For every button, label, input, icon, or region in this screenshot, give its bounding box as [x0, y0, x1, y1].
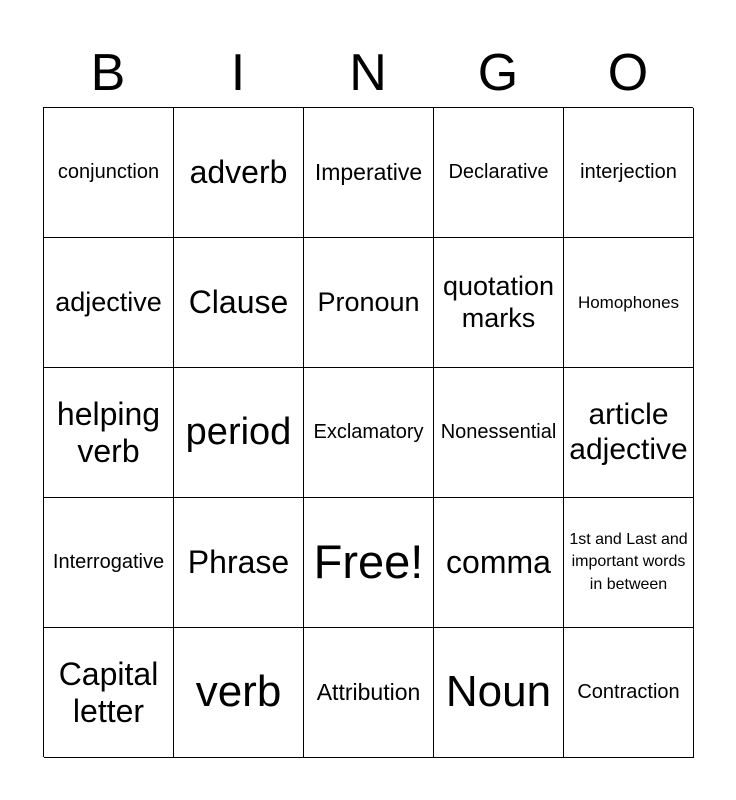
bingo-cell[interactable]: Imperative: [304, 108, 434, 238]
bingo-cell[interactable]: adverb: [174, 108, 304, 238]
bingo-cell[interactable]: helping verb: [44, 368, 174, 498]
bingo-cell[interactable]: Noun: [434, 628, 564, 758]
bingo-cell[interactable]: Clause: [174, 238, 304, 368]
bingo-cell[interactable]: Exclamatory: [304, 368, 434, 498]
bingo-cell[interactable]: adjective: [44, 238, 174, 368]
header-letter-o: O: [607, 44, 649, 102]
header-letter-n: N: [349, 44, 387, 102]
bingo-cell[interactable]: Pronoun: [304, 238, 434, 368]
bingo-board: [43, 107, 693, 757]
header-letter-g: G: [477, 44, 519, 102]
bingo-cell-free[interactable]: Free!: [304, 498, 434, 628]
bingo-cell[interactable]: conjunction: [44, 108, 174, 238]
bingo-cell[interactable]: period: [174, 368, 304, 498]
bingo-cell[interactable]: Contraction: [564, 628, 694, 758]
bingo-cell[interactable]: Declarative: [434, 108, 564, 238]
bingo-cell[interactable]: comma: [434, 498, 564, 628]
bingo-cell[interactable]: interjection: [564, 108, 694, 238]
bingo-cell[interactable]: Capital letter: [44, 628, 174, 758]
bingo-cell[interactable]: verb: [174, 628, 304, 758]
bingo-cell[interactable]: quotation marks: [434, 238, 564, 368]
bingo-cell[interactable]: Nonessential: [434, 368, 564, 498]
bingo-cell[interactable]: article adjective: [564, 368, 694, 498]
bingo-cell[interactable]: 1st and Last and important words in between: [564, 498, 694, 628]
bingo-cell[interactable]: Interrogative: [44, 498, 174, 628]
bingo-cell[interactable]: Attribution: [304, 628, 434, 758]
bingo-cell[interactable]: Phrase: [174, 498, 304, 628]
header-letter-b: B: [90, 44, 126, 102]
bingo-header: [43, 40, 693, 106]
bingo-cell[interactable]: Homophones: [564, 238, 694, 368]
header-letter-i: I: [230, 44, 246, 102]
